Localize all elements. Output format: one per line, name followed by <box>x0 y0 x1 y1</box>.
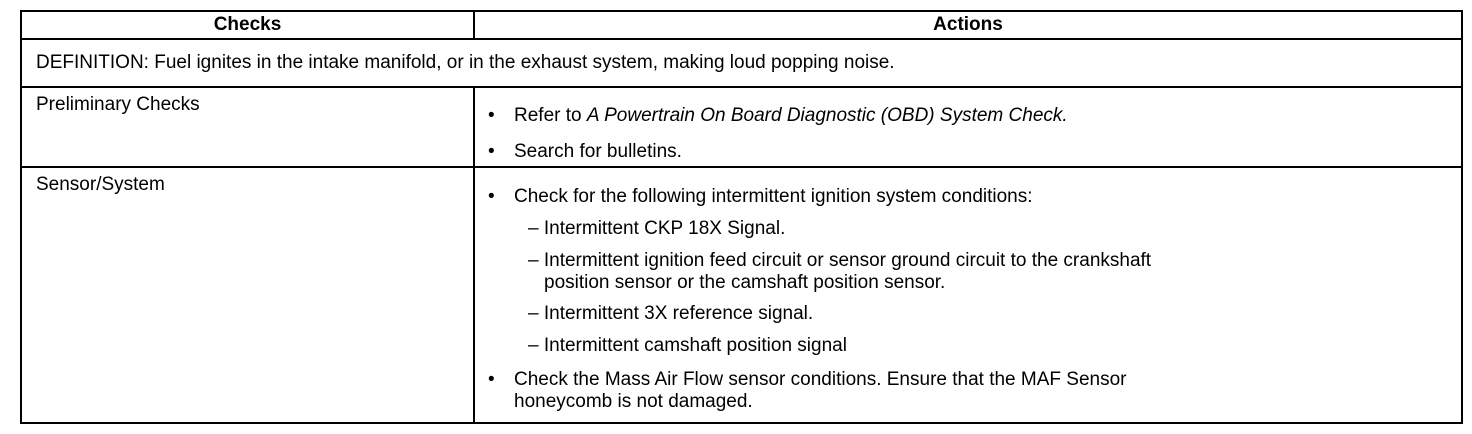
check-preliminary: Preliminary Checks <box>36 94 200 115</box>
bullet-icon: • <box>488 105 495 126</box>
column-divider <box>473 88 475 422</box>
sub-item: – Intermittent 3X reference signal. <box>528 303 814 324</box>
row-divider <box>22 166 1461 168</box>
sub-item-continued: position sensor or the camshaft position sensor. <box>544 272 946 293</box>
definition-row: DEFINITION: Fuel ignites in the intake manifold, or in the exhaust system, making loud popping noise. <box>22 40 1461 88</box>
action-item: Search for bulletins. <box>514 141 682 162</box>
bullet-icon: • <box>488 369 495 390</box>
action-item-continued: honeycomb is not damaged. <box>514 391 753 412</box>
checks-header: Checks <box>213 14 282 35</box>
header-divider <box>473 12 475 40</box>
table-header-row <box>22 12 1461 40</box>
actions-preliminary <box>488 104 1448 164</box>
bullet-icon: • <box>488 141 495 162</box>
action-item: Check for the following intermittent ignition system conditions: <box>514 186 1033 207</box>
sub-item: – Intermittent camshaft position signal <box>528 335 847 356</box>
actions-header: Actions <box>933 14 1003 35</box>
action-item: Check the Mass Air Flow sensor conditions. Ensure that the MAF Sensor <box>514 369 1127 390</box>
diagnostic-table <box>20 10 1463 424</box>
sub-item: – Intermittent CKP 18X Signal. <box>528 218 786 239</box>
sub-item: – Intermittent ignition feed circuit or sensor ground circuit to the crankshaft <box>528 250 1152 271</box>
actions-sensor-system <box>488 185 1448 420</box>
check-sensor-system: Sensor/System <box>36 174 165 195</box>
bullet-icon: • <box>488 186 495 207</box>
action-item: Refer to A Powertrain On Board Diagnostic (OBD) System Check. <box>514 105 1068 126</box>
